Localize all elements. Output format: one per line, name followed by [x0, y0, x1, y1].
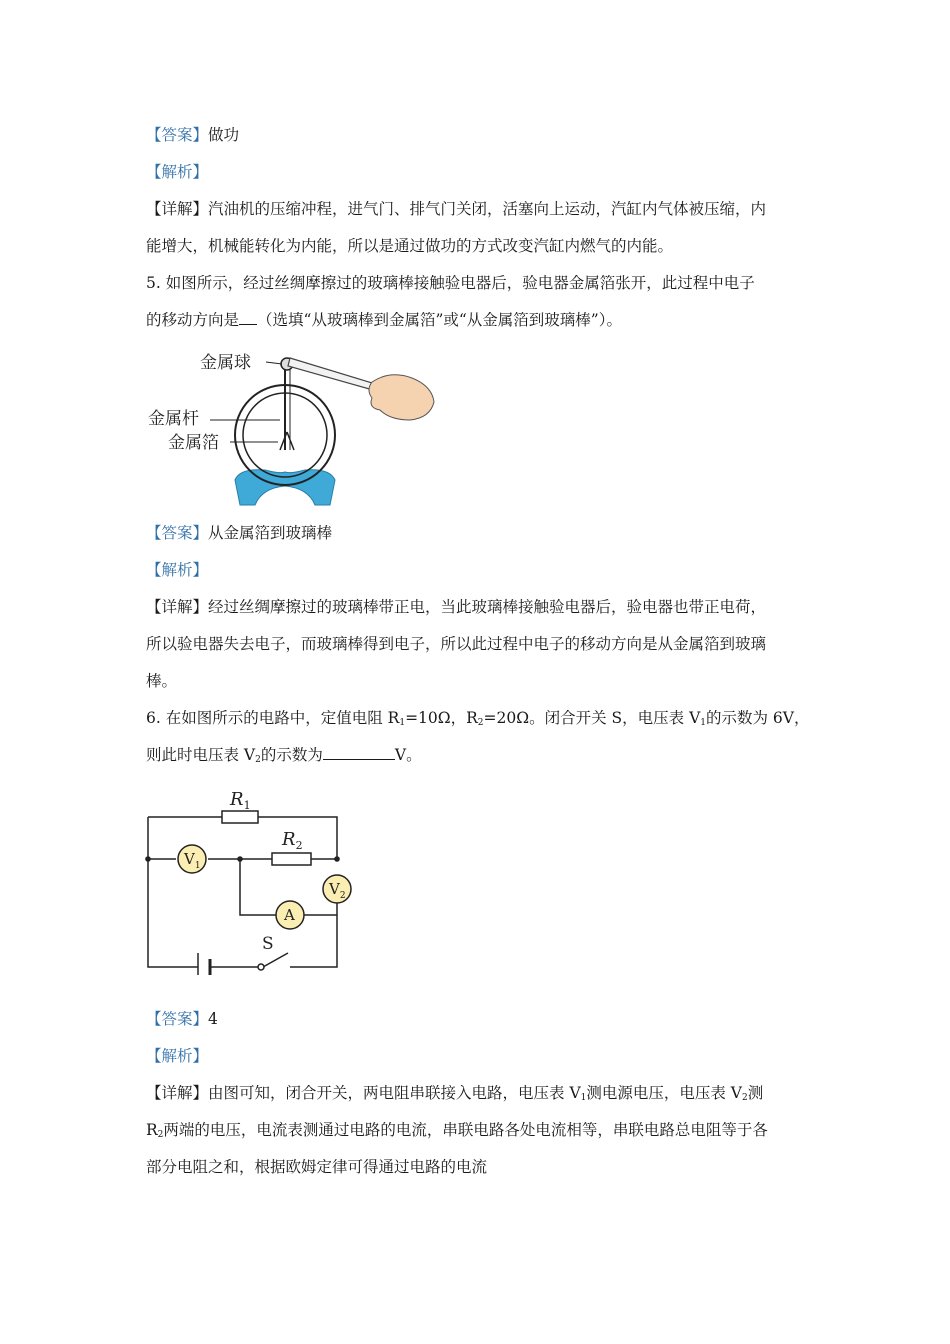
- svg-text:R2: $R_2$: [282, 829, 303, 852]
- metal-foil: [280, 432, 294, 450]
- answer-text: 4: [208, 1010, 218, 1028]
- label-v1: V: [184, 850, 195, 868]
- label-ammeter: A: [284, 906, 295, 924]
- q4-answer-line: [146, 124, 239, 146]
- q5-detail-line-2: 所以验电器失去电子，而玻璃棒得到电子，所以此过程中电子的移动方向是从金属箔到玻璃: [146, 635, 767, 653]
- answer-tag: 【答案】: [146, 126, 209, 144]
- q6-stem-line-2: 则此时电压表 $V_2$的示数为 V。: [146, 746, 422, 765]
- q5-detail-line-1: 【详解】经过丝绸摩擦过的玻璃棒带正电，当此玻璃棒接触验电器后，验电器也带正电荷，: [146, 598, 767, 616]
- answer-text: 从金属箔到玻璃棒: [208, 524, 333, 542]
- electroscope-base: [235, 470, 335, 505]
- q5-detail-line-3: 棒。: [146, 672, 178, 690]
- hand: [369, 375, 434, 420]
- label-ball: 金属球: [200, 353, 251, 373]
- svg-text:V2: $V_2$: [329, 880, 346, 901]
- label-r2: R: [282, 829, 296, 850]
- svg-text:R1: $R_1$: [230, 789, 251, 812]
- q6-stem-line-1: 6. 在如图所示的电路中，定值电阻 $R_1=10\Omega$，$R_2=20\Omega$。闭合开关 S，电压表 $V_1$的示数为 6V，: [146, 709, 810, 728]
- label-v2: V: [329, 880, 340, 898]
- detail-tag: 【详解】: [146, 200, 209, 218]
- label-r1: R: [230, 789, 244, 810]
- switch-contact: [258, 964, 264, 970]
- label-rod: 金属杆: [148, 409, 199, 429]
- resistor-r2: [272, 853, 311, 865]
- q5-stem-line-1: 5. 如图所示，经过丝绸摩擦过的玻璃棒接触验电器后，验电器金属箔张开，此过程中电子: [146, 274, 755, 292]
- answer-blank[interactable]: [239, 309, 257, 325]
- answer-blank[interactable]: [323, 744, 395, 760]
- q6-detail-line-1: 【详解】由图可知，闭合开关，两电阻串联接入电路，电压表 $V_1$测电源电压，电压表 $V_2$测: [146, 1084, 764, 1103]
- q6-detail-line-2: $R_2$两端的电压，电流表测通过电路的电流，串联电路各处电流相等，串联电路总电阻等于各: [146, 1121, 768, 1140]
- label-foil: 金属箔: [168, 433, 219, 453]
- resistor-r1: [222, 811, 258, 823]
- label-switch: S: [262, 934, 274, 954]
- q6-answer-line: 【答案】4: [146, 1010, 218, 1028]
- glass-rod: [288, 358, 382, 392]
- analysis-tag: 【解析】: [146, 163, 209, 181]
- q5-analysis-line: 【解析】: [146, 561, 209, 579]
- q4-detail-line-1: 【详解】汽油机的压缩冲程，进气门、排气门关闭，活塞向上运动，汽缸内气体被压缩，内: [146, 200, 767, 218]
- q4-detail-line-2: 能增大，机械能转化为内能，所以是通过做功的方式改变汽缸内燃气的内能。: [146, 237, 674, 255]
- q4-analysis-line: [146, 161, 208, 183]
- circuit-figure: [140, 785, 360, 975]
- electroscope-figure: [140, 340, 470, 510]
- answer-text: 做功: [208, 126, 240, 144]
- q6-analysis-line: 【解析】: [146, 1047, 209, 1065]
- svg-text:V1: $V_1$: [184, 850, 201, 871]
- q5-stem-line-2: 的移动方向是 （选填“从玻璃棒到金属箔”或“从金属箔到玻璃棒”）。: [146, 311, 622, 329]
- q6-detail-line-3: 部分电阻之和，根据欧姆定律可得通过电路的电流: [146, 1158, 488, 1176]
- q5-answer-line: 【答案】从金属箔到玻璃棒: [146, 524, 333, 542]
